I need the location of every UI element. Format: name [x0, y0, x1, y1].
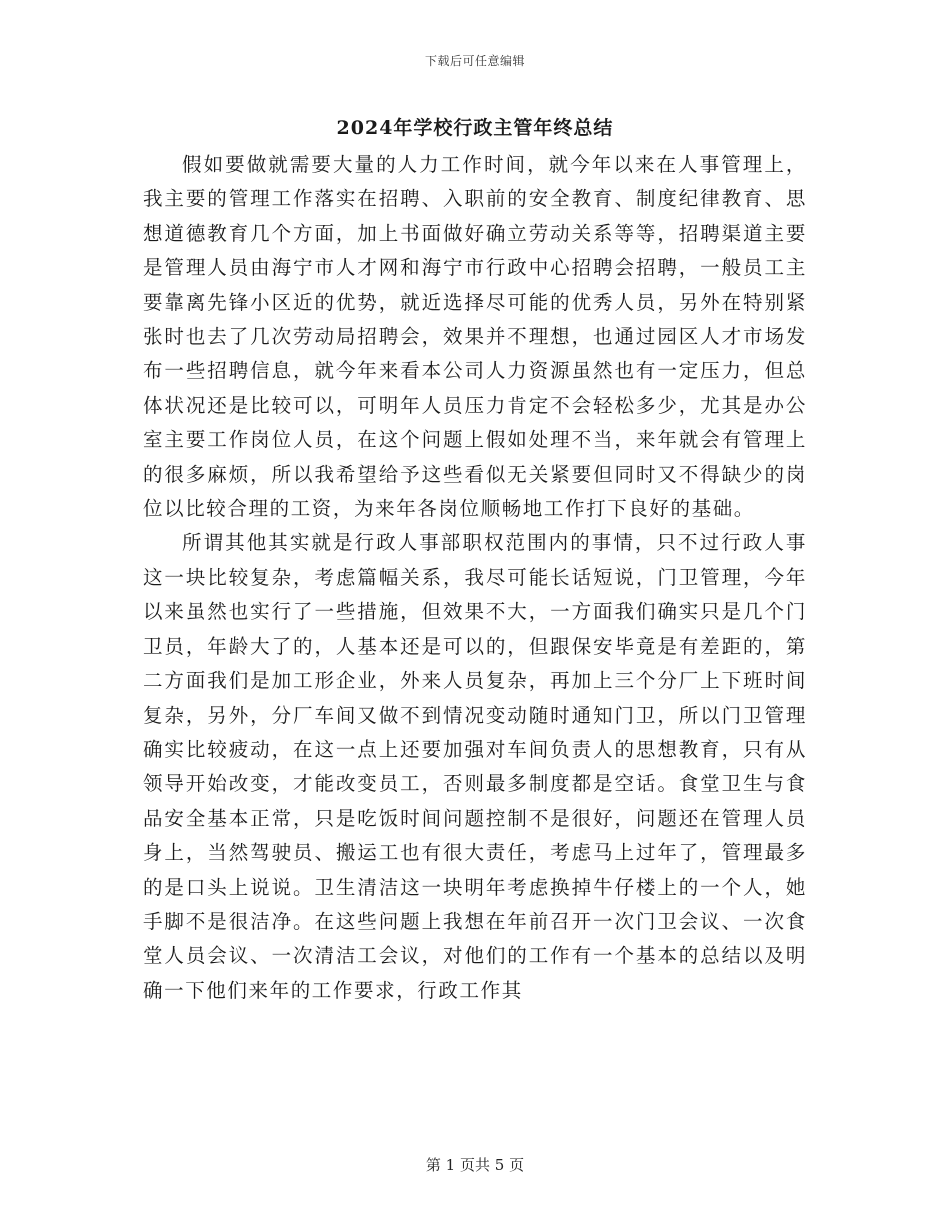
header-note: 下载后可任意编辑 — [424, 54, 525, 68]
page-number: 第 1 页共 5 页 — [425, 1156, 525, 1174]
document-body — [143, 148, 807, 1008]
paragraph-1: 假如要做就需要大量的人力工作时间，就今年以来在人事管理上，我主要的管理工作落实在招聘、入职前的安全教育、制度纪律教育、思想道德教育几个方面，加上书面做好确立劳动关系等等，招聘渠道主要是管理人员由海宁市人才网和海宁市行政中心招聘会招聘，一般员工主要靠离先锋小区近的优势，就近选择尽可能的优秀人员，另外在特别紧张时也去了几次劳动局招聘会，效果并不理想，也通过园区人才市场发布一些招聘信息，就今年来看本公司人力资源虽然也有一定压力，但总体状况还是比较可以，可明年人员压力肯定不会轻松多少，尤其是办公室主要工作岗位人员，在这个问题上假如处理不当，来年就会有管理上的很多麻烦，所以我希望给予这些看似无关紧要但同时又不得缺少的岗位以比较合理的工资，为来年各岗位顺畅地工作打下良好的基础。 — [143, 153, 807, 521]
document-title: 2024年学校行政主管年终总结 — [336, 117, 614, 139]
paragraph-2: 所谓其他其实就是行政人事部职权范围内的事情，只不过行政人事这一块比较复杂，考虑篇幅关系，我尽可能长话短说，门卫管理，今年以来虽然也实行了一些措施，但效果不大，一方面我们确实只是几个门卫员，年龄大了的，人基本还是可以的，但跟保安毕竟是有差距的，第二方面我们是加工形企业，外来人员复杂，再加上三个分厂上下班时间复杂，另外，分厂车间又做不到情况变动随时通知门卫，所以门卫管理确实比较疲动，在这一点上还要加强对车间负责人的思想教育，只有从领导开始改变，才能改变员工，否则最多制度都是空话。食堂卫生与食品安全基本正常，只是吃饭时间问题控制不是很好，问题还在管理人员身上，当然驾驶员、搬运工也有很大责任，考虑马上过年了，管理最多的是口头上说说。卫生清洁这一块明年考虑换掉牛仔楼上的一个人，她手脚不是很洁净。在这些问题上我想在年前召开一次门卫会议、一次食堂人员会议、一次清洁工会议，对他们的工作有一个基本的总结以及明确一下他们来年的工作要求，行政工作其 — [143, 531, 807, 1002]
